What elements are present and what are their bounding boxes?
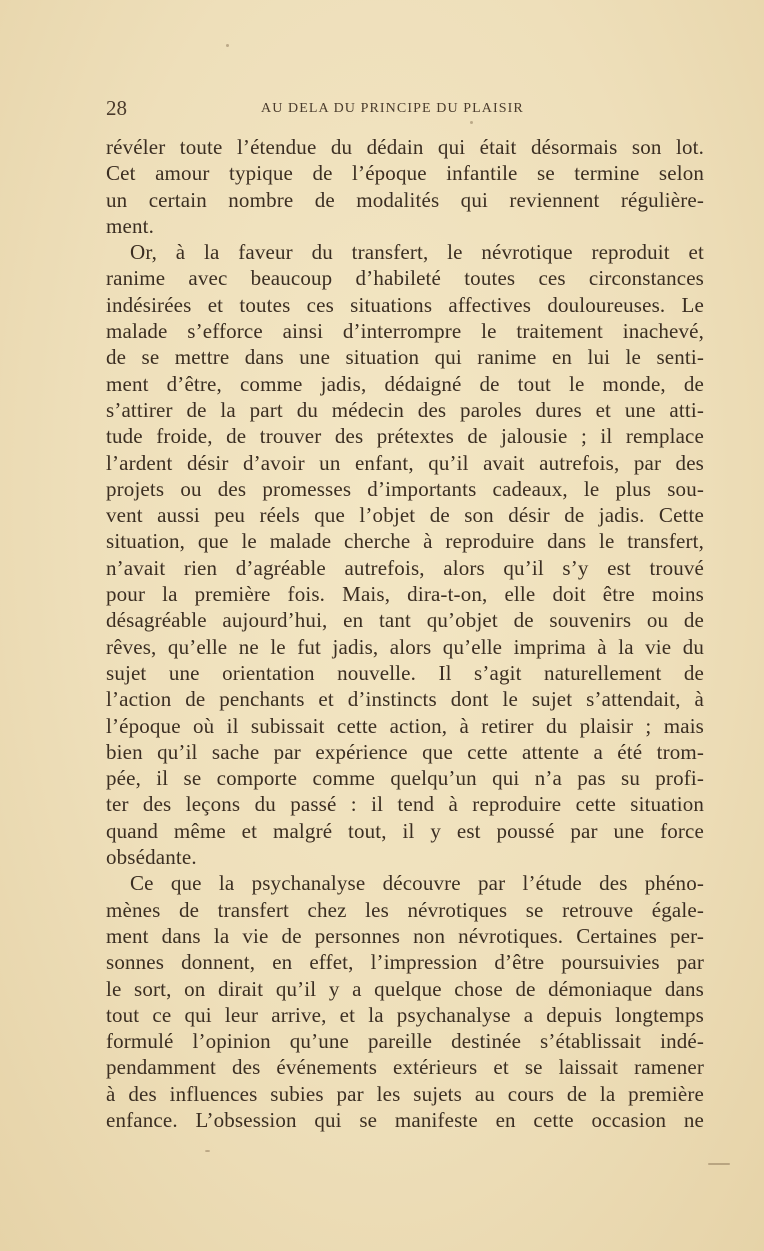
text-line: Ce que la psychanalyse découvre par l’étude des phéno- [130, 871, 704, 896]
text-line: indésirées et toutes ces situations affectives douloureuses. Le [106, 292, 704, 317]
text-line: ment. [106, 213, 154, 238]
text-line: Or, à la faveur du transfert, le névrotique reproduit et [130, 240, 704, 265]
text-line: sonnes donnent, en effet, l’impression d’être poursuivies par [106, 950, 704, 975]
text-line: révéler toute l’étendue du dédain qui était désormais son lot. [106, 135, 704, 159]
text-line: vent aussi peu réels que l’objet de son désir de jadis. Cette [106, 503, 704, 528]
text-line: le sort, on dirait qu’il y a quelque chose de démoniaque dans [106, 976, 704, 1001]
text-line: s’attirer de la part du médecin des paroles dures et une atti- [106, 397, 704, 422]
text-line: quand même et malgré tout, il y est poussé par une force [106, 818, 704, 843]
text-line: formulé l’opinion qu’une pareille destinée s’établissait indé- [106, 1029, 704, 1054]
text-line: enfance. L’obsession qui se manifeste en cette occasion ne [106, 1107, 704, 1132]
text-line: Cet amour typique de l’époque infantile se termine selon [106, 161, 704, 186]
running-title: AU DELA DU PRINCIPE DU PLAISIR [261, 101, 524, 116]
page-number: 28 [106, 96, 127, 120]
paper-speck [205, 1150, 210, 1152]
text-line: un certain nombre de modalités qui reviennent régulière- [106, 187, 704, 212]
text-line: de se mettre dans une situation qui ranime en lui le senti- [106, 345, 704, 370]
text-line: bien qu’il sache par expérience que cette attente a été trom- [106, 739, 704, 764]
text-line: l’action de penchants et d’instincts dont le sujet s’attendait, à [106, 687, 704, 712]
text-line: ranime avec beaucoup d’habileté toutes ces circonstances [106, 266, 704, 291]
paper-speck [470, 121, 473, 124]
text-line: n’avait rien d’agréable autrefois, alors qu’il s’y est trouvé [106, 555, 704, 580]
text-line: mènes de transfert chez les névrotiques se retrouve égale- [106, 897, 704, 922]
text-line: l’époque où il subissait cette action, à retirer du plaisir ; mais [106, 713, 704, 738]
text-line: désagréable aujourd’hui, en tant qu’objet de souvenirs ou de [106, 608, 704, 633]
text-line: l’ardent désir d’avoir un enfant, qu’il avait autrefois, par des [106, 450, 704, 475]
page-body [106, 134, 704, 1133]
text-line: sujet une orientation nouvelle. Il s’agit naturellement de [106, 660, 704, 685]
text-line: pée, il se comporte comme quelqu’un qui n’a pas su profi- [106, 766, 704, 791]
paper-speck [226, 44, 229, 47]
text-line: ment dans la vie de personnes non névrotiques. Certaines per- [106, 923, 704, 948]
text-line: projets ou des promesses d’importants cadeaux, le plus sou- [106, 476, 704, 501]
text-line: tude froide, de trouver des prétextes de jalousie ; il remplace [106, 424, 704, 449]
text-line: obsédante. [106, 845, 197, 870]
text-line: ter des leçons du passé : il tend à reproduire cette situation [106, 792, 704, 817]
text-line: malade s’efforce ainsi d’interrompre le traitement inachevé, [106, 319, 704, 344]
text-line: ment d’être, comme jadis, dédaigné de tout le monde, de [106, 371, 704, 396]
text-line: tout ce qui leur arrive, et la psychanalyse a depuis longtemps [106, 1002, 704, 1027]
text-line: pendamment des événements extérieurs et se laissait ramener [106, 1055, 704, 1080]
text-line: à des influences subies par les sujets au cours de la première [106, 1081, 704, 1106]
text-line: situation, que le malade cherche à reproduire dans le transfert, [106, 529, 704, 554]
text-line: pour la première fois. Mais, dira-t-on, elle doit être moins [106, 582, 704, 607]
paper-speck [708, 1163, 730, 1165]
text-line: rêves, qu’elle ne le fut jadis, alors qu’elle imprima à la vie du [106, 634, 704, 659]
page-header [106, 96, 704, 120]
